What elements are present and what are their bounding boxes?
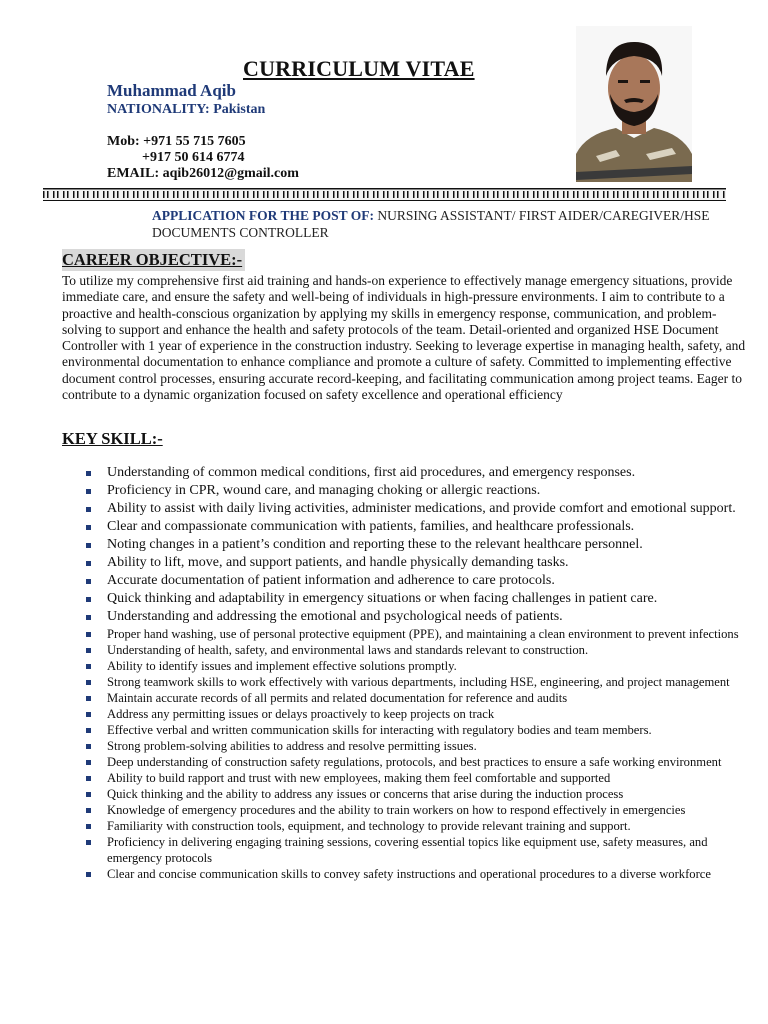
nationality: NATIONALITY: Pakistan: [107, 102, 266, 117]
skill-item: Understanding and addressing the emotional and psychological needs of patients.: [0, 608, 747, 626]
decorative-border: [43, 188, 726, 201]
skill-item: Understanding of health, safety, and environmental laws and standards relevant to construction.: [0, 642, 747, 658]
skill-item: Ability to assist with daily living activities, administer medications, and provide comfort and emotional support.: [0, 500, 747, 518]
skill-item: Proficiency in delivering engaging training sessions, covering essential topics like equipment use, safety measures, and emergency protocols: [0, 834, 747, 866]
skill-item: Address any permitting issues or delays proactively to keep projects on track: [0, 706, 747, 722]
skill-item: Accurate documentation of patient information and adherence to care protocols.: [0, 572, 747, 590]
skill-item: Quick thinking and the ability to address any issues or concerns that arise during the induction process: [0, 786, 747, 802]
skill-item: Clear and concise communication skills to convey safety instructions and operational procedures to a diverse workforce: [0, 866, 747, 882]
application-post: [152, 207, 742, 241]
skill-item: Proficiency in CPR, wound care, and managing choking or allergic reactions.: [0, 482, 747, 500]
skill-item: Maintain accurate records of all permits and related documentation for reference and audits: [0, 690, 747, 706]
skill-item: Strong teamwork skills to work effectively with various departments, including HSE, engineering, and project management: [0, 674, 747, 690]
key-skill-heading: KEY SKILL:-: [62, 429, 163, 448]
skill-item: Ability to build rapport and trust with new employees, making them feel comfortable and supported: [0, 770, 747, 786]
skill-item: Ability to identify issues and implement effective solutions promptly.: [0, 658, 747, 674]
skill-item: Understanding of common medical conditions, first aid procedures, and emergency responses.: [0, 464, 747, 482]
career-objective-text: To utilize my comprehensive first aid training and hands-on experience to effectively manage emergency situations, provide immediate care, and ensure the safety and well-being of individuals in high-pressure environments. I aim to contribute to a proactive and health-conscious organization by applying my skills in emergency response, communication, and problem-solving to support and enhance the health and safety protocols of the team. Detail-oriented and organized HSE Document Controller with 1 year of experience in the construction industry. Seeking to leverage expertise in managing health, safety, and environmental documentation to enhance compliance and promote a culture of safety. Committed to implementing effective document control processes, ensuring accurate record-keeping, and facilitating communication among project teams. Eager to contribute to a dynamic organization focused on safety excellence and operational efficiency: [62, 273, 746, 403]
application-post-value: NURSING ASSISTANT/ FIRST AIDER/CAREGIVER/HSE DOCUMENTS CONTROLLER: [152, 208, 710, 240]
skill-item: Ability to lift, move, and support patients, and handle physically demanding tasks.: [0, 554, 747, 572]
key-skill-list: [0, 464, 768, 882]
career-objective-heading: CAREER OBJECTIVE:-: [62, 249, 245, 271]
skill-item: Strong problem-solving abilities to address and resolve permitting issues.: [0, 738, 747, 754]
mobile-number-2: +917 50 614 6774: [142, 150, 245, 165]
email: EMAIL: aqib26012@gmail.com: [107, 166, 299, 181]
mobile-number-1: Mob: +971 55 715 7605: [107, 134, 246, 149]
skill-item: Knowledge of emergency procedures and the ability to train workers on how to respond effectively in emergencies: [0, 802, 747, 818]
skill-item: Proper hand washing, use of personal protective equipment (PPE), and maintaining a clean environment to prevent infections: [0, 626, 747, 642]
application-label: APPLICATION FOR THE POST OF:: [152, 208, 375, 223]
skill-item: Noting changes in a patient’s condition and reporting these to the relevant healthcare personnel.: [0, 536, 747, 554]
skill-item: Clear and compassionate communication with patients, families, and healthcare professionals.: [0, 518, 747, 536]
skill-item: Familiarity with construction tools, equipment, and technology to provide relevant training and support.: [0, 818, 747, 834]
skill-item: Deep understanding of construction safety regulations, protocols, and best practices to ensure a safe working environment: [0, 754, 747, 770]
skill-item: Quick thinking and adaptability in emergency situations or when facing challenges in patient care.: [0, 590, 747, 608]
cv-title: CURRICULUM VITAE: [243, 56, 475, 81]
skill-item: Effective verbal and written communication skills for interacting with regulatory bodies and team members.: [0, 722, 747, 738]
profile-photo: [576, 26, 692, 182]
candidate-name: Muhammad Aqib: [107, 81, 236, 100]
profile-photo-icon: [576, 26, 692, 182]
